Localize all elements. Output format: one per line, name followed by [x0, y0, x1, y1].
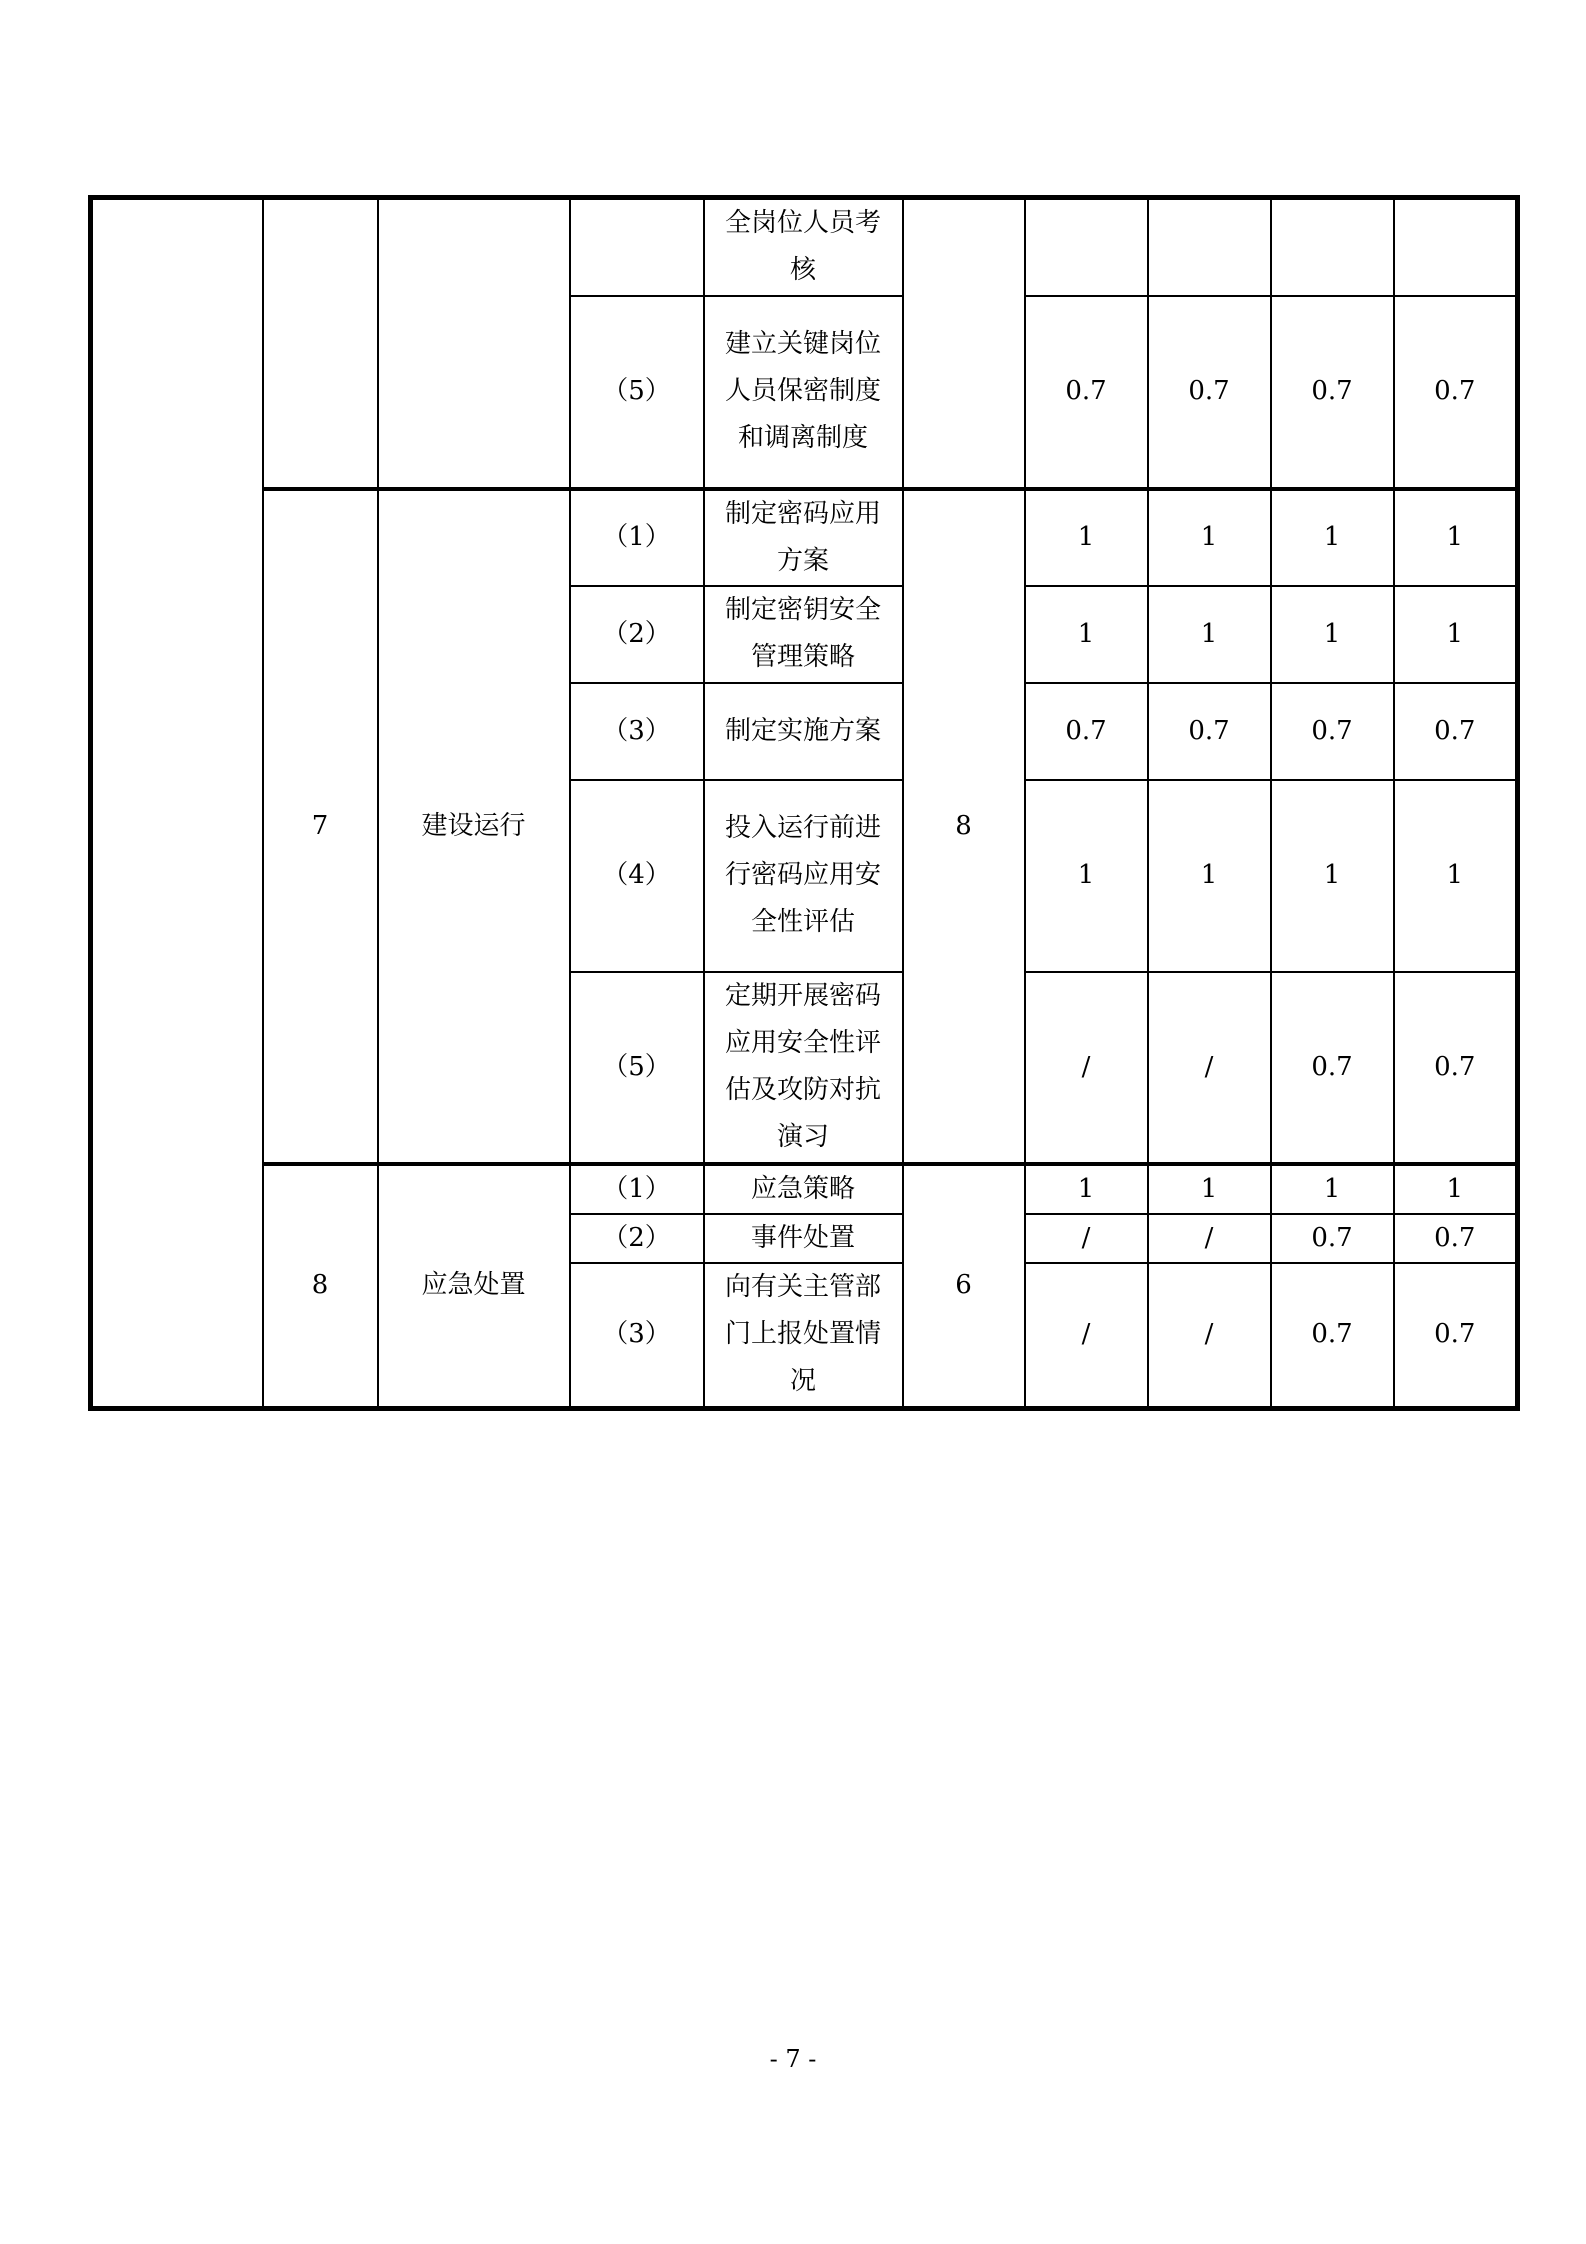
- sub-index-cell: （4）: [570, 780, 704, 972]
- score-cell: 0.7: [1271, 683, 1394, 780]
- table-row: [91, 489, 1518, 586]
- score-cell: 1: [1271, 586, 1394, 683]
- item-cell: 应急策略: [704, 1164, 903, 1214]
- score-cell: [1271, 198, 1394, 296]
- score-cell: 1: [1271, 780, 1394, 972]
- table-row: [91, 198, 1518, 296]
- score-cell: 0.7: [1394, 1263, 1518, 1409]
- score-cell: 0.7: [1148, 683, 1271, 780]
- score-cell: 1: [1148, 1164, 1271, 1214]
- score-cell: /: [1025, 972, 1148, 1164]
- score-cell: /: [1025, 1263, 1148, 1409]
- group-name-cell: 建设运行: [378, 489, 570, 1164]
- score-cell: 0.7: [1271, 972, 1394, 1164]
- score-cell: /: [1148, 1263, 1271, 1409]
- group-name-cell: 应急处置: [378, 1164, 570, 1409]
- item-cell: 投入运行前进行密码应用安全性评估: [704, 780, 903, 972]
- sub-index-cell: （2）: [570, 586, 704, 683]
- score-cell: 0.7: [1394, 296, 1518, 489]
- score-cell: 1: [1148, 489, 1271, 586]
- sub-index-cell: （1）: [570, 489, 704, 586]
- category-cell: [91, 198, 263, 1409]
- item-cell: 制定实施方案: [704, 683, 903, 780]
- score-cell: /: [1148, 972, 1271, 1164]
- score-cell: 0.7: [1271, 1263, 1394, 1409]
- score-cell: [1394, 198, 1518, 296]
- item-cell: 向有关主管部门上报处置情况: [704, 1263, 903, 1409]
- score-cell: /: [1148, 1214, 1271, 1263]
- score-cell: /: [1025, 1214, 1148, 1263]
- score-cell: 0.7: [1394, 1214, 1518, 1263]
- score-cell: 0.7: [1271, 1214, 1394, 1263]
- sub-index-cell: （3）: [570, 1263, 704, 1409]
- group-number-cell: 7: [263, 489, 378, 1164]
- group-name-cell: [378, 198, 570, 489]
- points-cell: 8: [903, 489, 1025, 1164]
- sub-index-cell: （1）: [570, 1164, 704, 1214]
- item-cell: 制定密码应用方案: [704, 489, 903, 586]
- score-cell: 1: [1394, 489, 1518, 586]
- score-cell: [1148, 198, 1271, 296]
- score-cell: 0.7: [1148, 296, 1271, 489]
- score-cell: [1025, 198, 1148, 296]
- sub-index-cell: （5）: [570, 972, 704, 1164]
- sub-index-cell: （5）: [570, 296, 704, 489]
- score-cell: 0.7: [1394, 683, 1518, 780]
- score-cell: 1: [1025, 1164, 1148, 1214]
- score-cell: 1: [1394, 1164, 1518, 1214]
- item-cell: 制定密钥安全管理策略: [704, 586, 903, 683]
- page-number: - 7 -: [769, 2045, 817, 2073]
- score-cell: 1: [1025, 489, 1148, 586]
- score-cell: 0.7: [1025, 296, 1148, 489]
- score-cell: 1: [1148, 780, 1271, 972]
- score-cell: 0.7: [1271, 296, 1394, 489]
- points-cell: [903, 198, 1025, 489]
- sub-index-cell: [570, 198, 704, 296]
- score-cell: 1: [1025, 780, 1148, 972]
- score-cell: 0.7: [1025, 683, 1148, 780]
- table-row: [91, 1164, 1518, 1214]
- item-cell: 建立关键岗位人员保密制度和调离制度: [704, 296, 903, 489]
- group-number-cell: 8: [263, 1164, 378, 1409]
- item-cell: 定期开展密码应用安全性评估及攻防对抗演习: [704, 972, 903, 1164]
- score-cell: 1: [1025, 586, 1148, 683]
- points-cell: 6: [903, 1164, 1025, 1409]
- item-cell: 事件处置: [704, 1214, 903, 1263]
- score-cell: 1: [1271, 1164, 1394, 1214]
- sub-index-cell: （3）: [570, 683, 704, 780]
- group-number-cell: [263, 198, 378, 489]
- item-cell: 全岗位人员考核: [704, 198, 903, 296]
- score-cell: 0.7: [1394, 972, 1518, 1164]
- score-cell: 1: [1271, 489, 1394, 586]
- score-cell: 1: [1148, 586, 1271, 683]
- score-cell: 1: [1394, 780, 1518, 972]
- sub-index-cell: （2）: [570, 1214, 704, 1263]
- scoring-table: [88, 195, 1520, 1411]
- score-cell: 1: [1394, 586, 1518, 683]
